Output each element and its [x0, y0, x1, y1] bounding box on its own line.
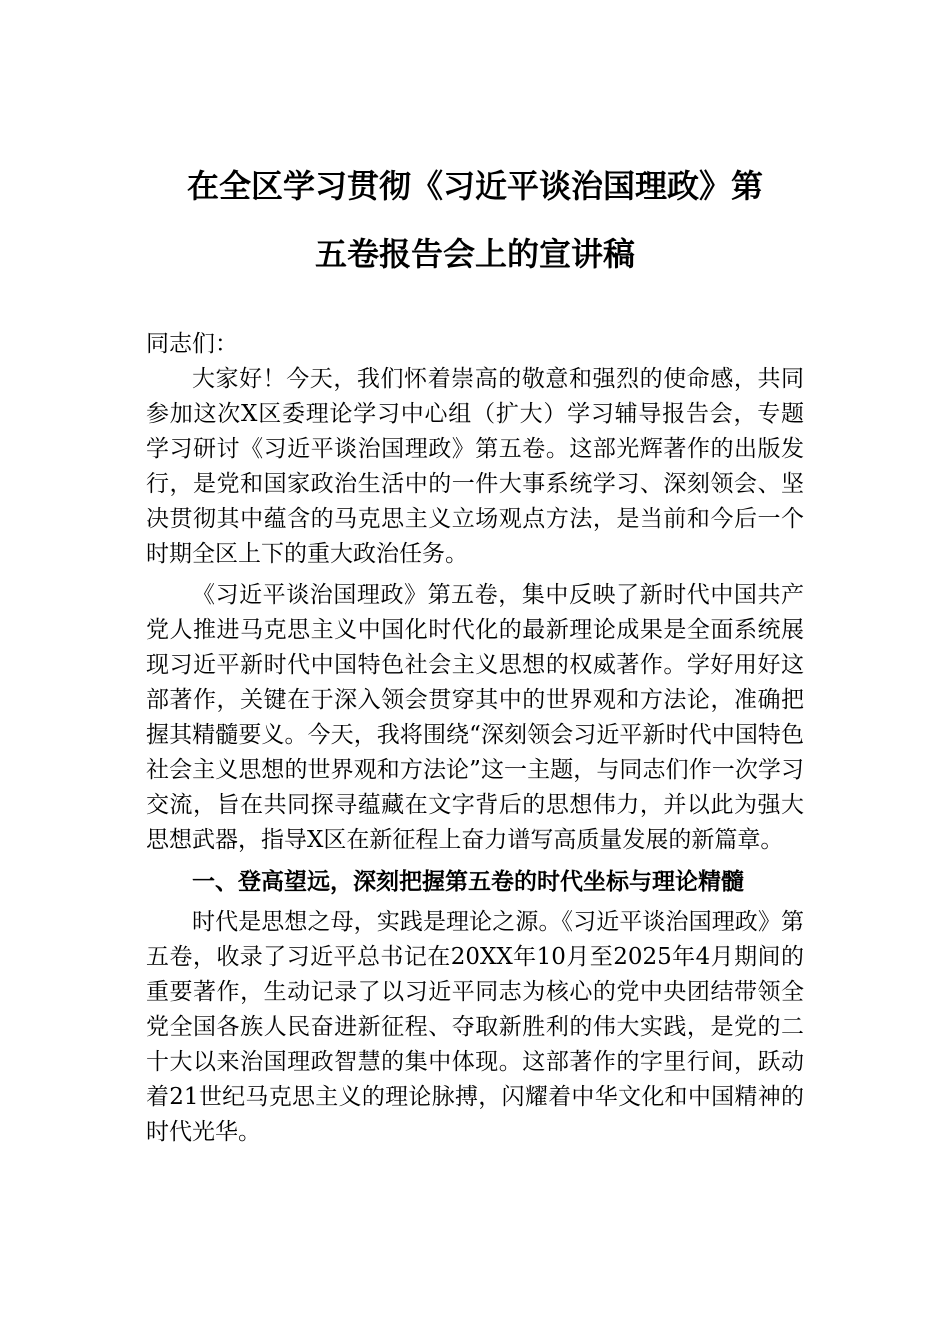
document-title-line-2: 五卷报告会上的宣讲稿: [314, 235, 635, 273]
paragraph-2: 《习近平谈治国理政》第五卷，集中反映了新时代中国共产党人推进马克思主义中国化时代化的最新理论成果是全面系统展现习近平新时代中国特色社会主义思想的权威著作。学好用好这部著作，关键在于深入领会贯穿其中的世界观和方法论，准确把握其精髓要义。今天，我将围绕“深刻领会习近平新时代中国特色社会主义思想的世界观和方法论”这一主题，与同志们作一次学习交流，旨在共同探寻蕴藏在文字背后的思想伟力，并以此为强大思想武器，指导X区在新征程上奋力谱写高质量发展的新篇章。: [146, 582, 804, 853]
paragraph-1: 大家好！今天，我们怀着崇高的敬意和强烈的使命感，共同参加这次X区委理论学习中心组（扩大）学习辅导报告会，专题学习研讨《习近平谈治国理政》第五卷。这部光辉著作的出版发行，是党和国家政治生活中的一件大事系统学习、深刻领会、坚决贯彻其中蕴含的马克思主义立场观点方法，是当前和今后一个时期全区上下的重大政治任务。: [146, 366, 804, 567]
section-heading-1: 一、登高望远，深刻把握第五卷的时代坐标与理论精髓: [192, 868, 744, 895]
document-title-line-1: 在全区学习贯彻《习近平谈治国理政》第: [186, 167, 763, 205]
paragraph-3: 时代是思想之母，实践是理论之源。《习近平谈治国理政》第五卷，收录了习近平总书记在20XX年10月至2025年4月期间的重要著作，生动记录了以习近平同志为核心的党中央团结带领全党全国各族人民奋进新征程、夺取新胜利的伟大实践，是党的二十大以来治国理政智慧的集中体现。这部著作的字里行间，跃动着21世纪马克思主义的理论脉搏，闪耀着中华文化和中国精神的时代光华。: [146, 909, 804, 1145]
salutation: 同志们：: [146, 331, 238, 357]
document-body: [146, 327, 804, 1150]
